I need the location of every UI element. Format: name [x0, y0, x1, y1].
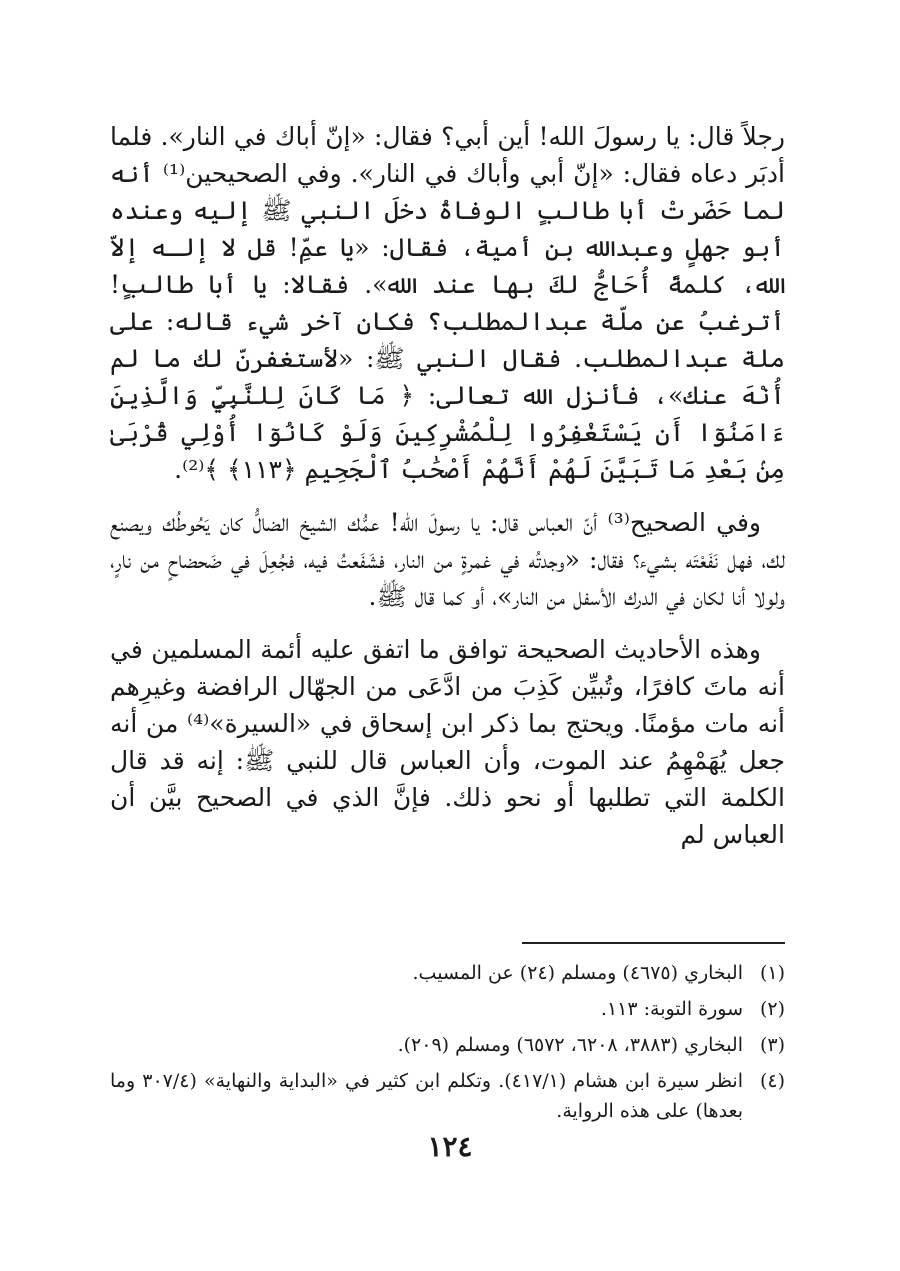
paragraph-3: وهذه الأحاديث الصحيحة توافق ما اتفق عليه أئمة المسلمين في أنه ماتَ كافرًا، وتُبيِّن كَذِبَ من ادَّعَى من الجهّال الرافضة وغيرِهم أنه مات مؤمنًا. ويحتج بما ذكر ابن إسحاق في «السيرة»⁽⁴⁾ من أنه جعل يُهَمْهِمُ عند الموت، وأن العباس قال للنبي ﷺ: إنه قد قال الكلمة التي تطلبها أو نحو ذلك. فإنَّ الذي في الصحيح بيَّن أن العباس لم	[110, 635, 786, 849]
page-number: ١٢٤	[427, 1130, 473, 1163]
footnote-4	[110, 1066, 785, 1126]
paragraph-2: وفي الصحيح⁽³⁾ أنّ العباس قال: يا رسولَ الله! عمُّك الشيخ الضالُّ كان يَحُوطُك ويصنع لك، فهل نَفَعْتَه بشيء؟ فقال: «وجدتُه في غمرةٍ من النار، فشَفَعتُ فيه، فجُعِلَ في ضَحضاحٍ من نارٍ، ولولا أنا لكان في الدرك الأسفل من النار»، أو كما قال ﷺ.	[110, 508, 785, 611]
paragraph-1: رجلاً قال: يا رسولَ الله! أين أبي؟ فقال: «إنّ أباك في النار». فلما أدبَر دعاه فقال: «إنّ أبي وأباك في النار». وفي الصحيحين⁽¹⁾ أنه لما حَضَرتْ أبا طالبٍ الوفاةُ دخلَ النبي ﷺ إليه وعنده أبو جهلٍ وعبدالله بن أمية، فقال: «يا عمِّ! قل لا إلـه إلاّ الله، كلمةً أُحَاجُّ لكَ بها عند الله». فقالا: يا أبا طالبٍ! أترغبُ عن ملّة عبدالمطلب؟ فكان آخر شيء قاله: على ملة عبدالمطلب. فقال النبي ﷺ: «لأستغفرنّ لك ما لم أُنْهَ عنك»، فأنزل الله تعالى: ﴿ مَا كَانَ لِلنَّبِيِّ وَالَّذِينَ ءَامَنُوٓا أَن يَسْتَغْفِرُوا لِلْمُشْرِكِينَ وَلَوْ كَانُوٓا أُوْلِي قُرْبَىٰ مِنۢ بَعْدِ مَا تَبَيَّنَ لَهُمْ أَنَّهُمْ أَصْحَٰبُ ٱلْجَحِيمِ ﴿١١٣﴾ ﴾⁽²⁾.	[110, 122, 785, 484]
footnotes	[110, 958, 785, 1132]
footnote-number: (١)	[759, 962, 785, 984]
footnote-1	[110, 958, 785, 988]
footnote-text: انظر سيرة ابن هشام (٤١٧/١). وتكلم ابن كثير في «البداية والنهاية» (٣٠٧/٤ وما بعدها) على هذه الرواية.	[110, 1070, 743, 1122]
footnote-text: سورة التوبة: ١١٣.	[600, 998, 743, 1020]
footnote-text: البخاري (٣٨٨٣، ٦٢٠٨، ٦٥٧٢) ومسلم (٢٠٩).	[397, 1034, 743, 1056]
footnote-number: (٢)	[759, 998, 785, 1020]
footnote-number: (٤)	[759, 1070, 785, 1092]
footnote-text: البخاري (٤٦٧٥) ومسلم (٢٤) عن المسيب.	[412, 962, 743, 984]
footnote-number: (٣)	[759, 1034, 785, 1056]
footnote-separator	[522, 942, 785, 944]
footnote-2	[110, 994, 785, 1024]
footnote-3	[110, 1030, 785, 1060]
main-text	[110, 118, 785, 853]
